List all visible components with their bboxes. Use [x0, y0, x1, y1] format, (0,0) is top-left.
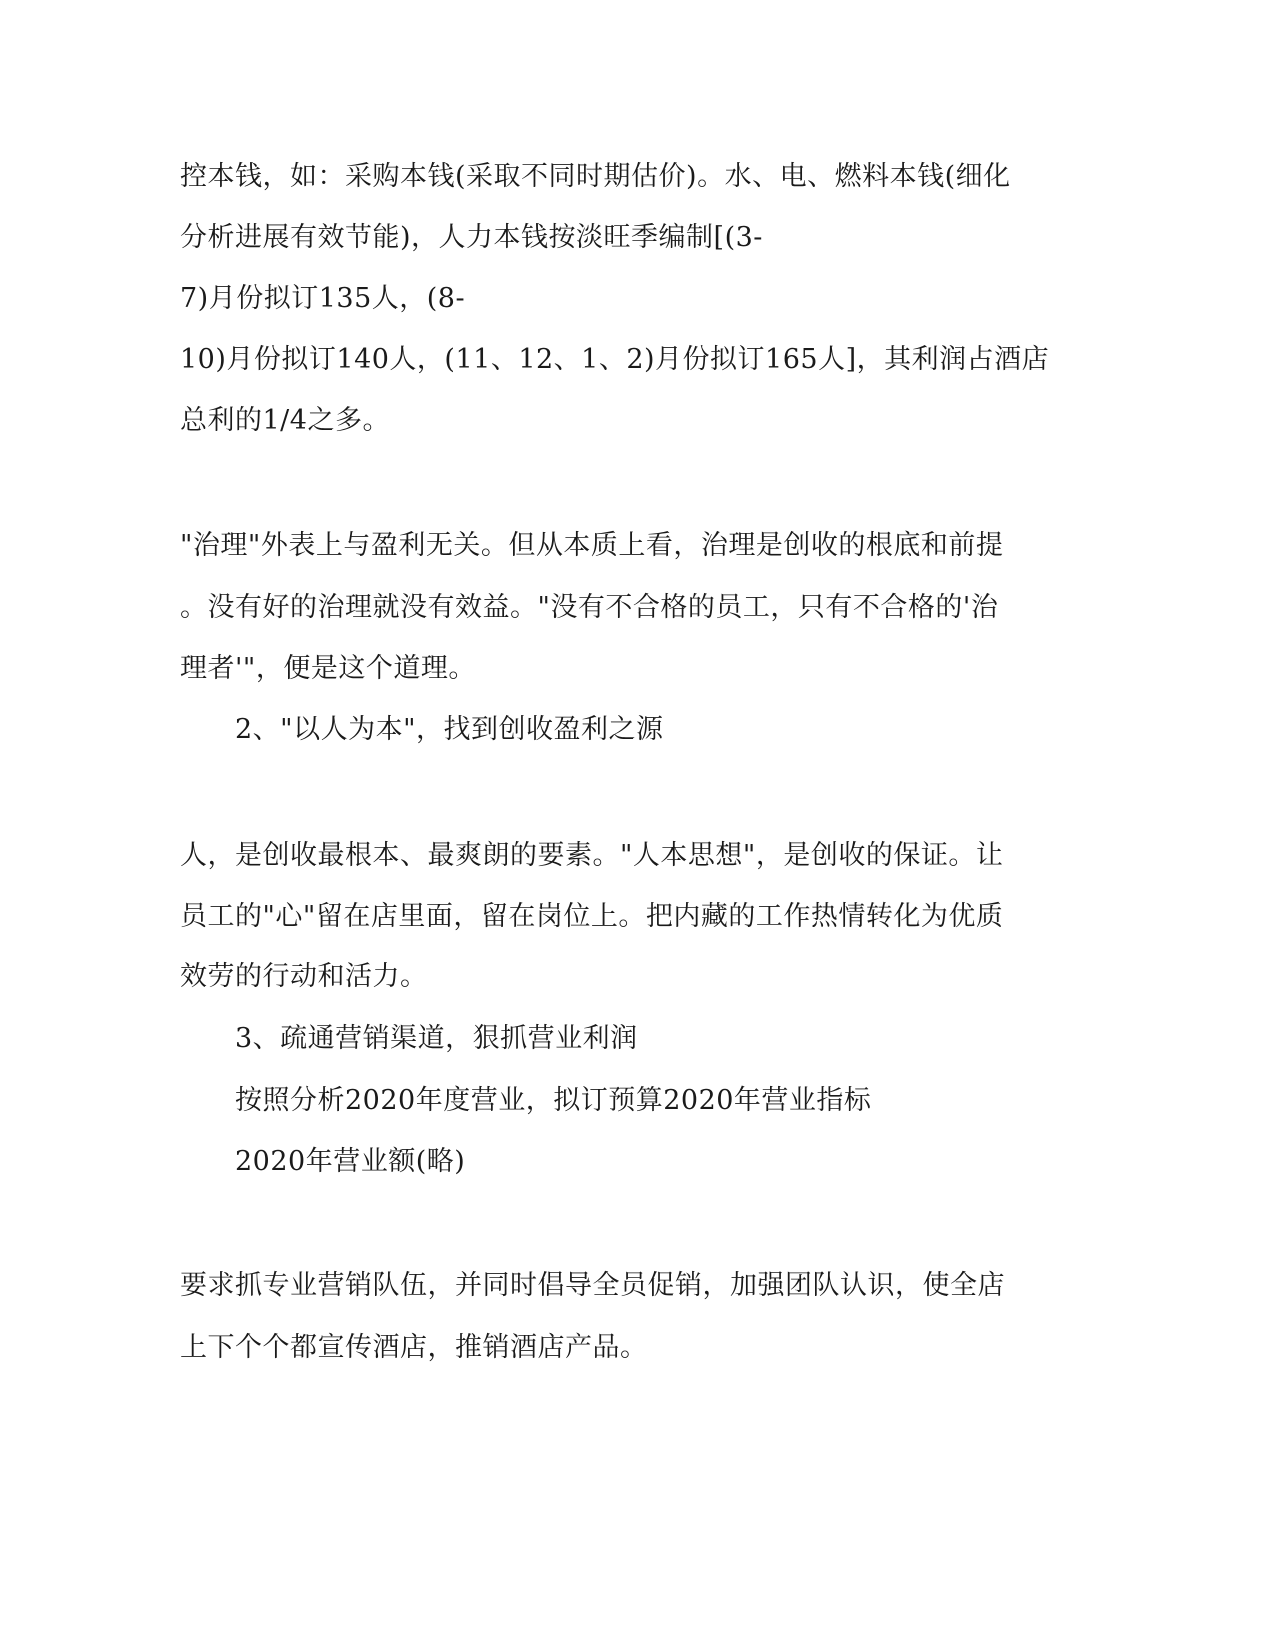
paragraph-line: 按照分析2020年度营业，拟订预算2020年营业指标: [235, 1085, 872, 1116]
paragraph-line: 人，是创收最根本、最爽朗的要素。"人本思想"，是创收的保证。让: [180, 840, 1004, 871]
paragraph-line: 员工的"心"留在店里面，留在岗位上。把内藏的工作热情转化为优质: [180, 901, 1004, 932]
paragraph-line: 分析进展有效节能)，人力本钱按淡旺季编制[(3-: [180, 222, 763, 253]
paragraph-line: 7)月份拟订135人，(8-: [180, 283, 466, 314]
paragraph-line: 。没有好的治理就没有效益。"没有不合格的员工，只有不合格的'治: [180, 592, 999, 623]
paragraph-line: 总利的1/4之多。: [180, 405, 390, 436]
paragraph-line: 2020年营业额(略): [235, 1146, 466, 1177]
paragraph-line: 理者'"，便是这个道理。: [180, 653, 476, 684]
paragraph-line: "治理"外表上与盈利无关。但从本质上看，治理是创收的根底和前提: [180, 530, 1004, 561]
paragraph-line: 10)月份拟订140人，(11、12、1、2)月份拟订165人]，其利润占酒店: [180, 344, 1050, 375]
paragraph-line: 控本钱，如：采购本钱(采取不同时期估价)。水、电、燃料本钱(细化: [180, 161, 1011, 192]
section-heading: 2、"以人为本"，找到创收盈利之源: [235, 714, 664, 745]
paragraph-line: 要求抓专业营销队伍，并同时倡导全员促销，加强团队认识，使全店: [180, 1270, 1005, 1301]
paragraph-line: 效劳的行动和活力。: [180, 961, 428, 992]
paragraph-line: 上下个个都宣传酒店，推销酒店产品。: [180, 1332, 648, 1363]
section-heading: 3、疏通营销渠道，狠抓营业利润: [235, 1023, 638, 1054]
